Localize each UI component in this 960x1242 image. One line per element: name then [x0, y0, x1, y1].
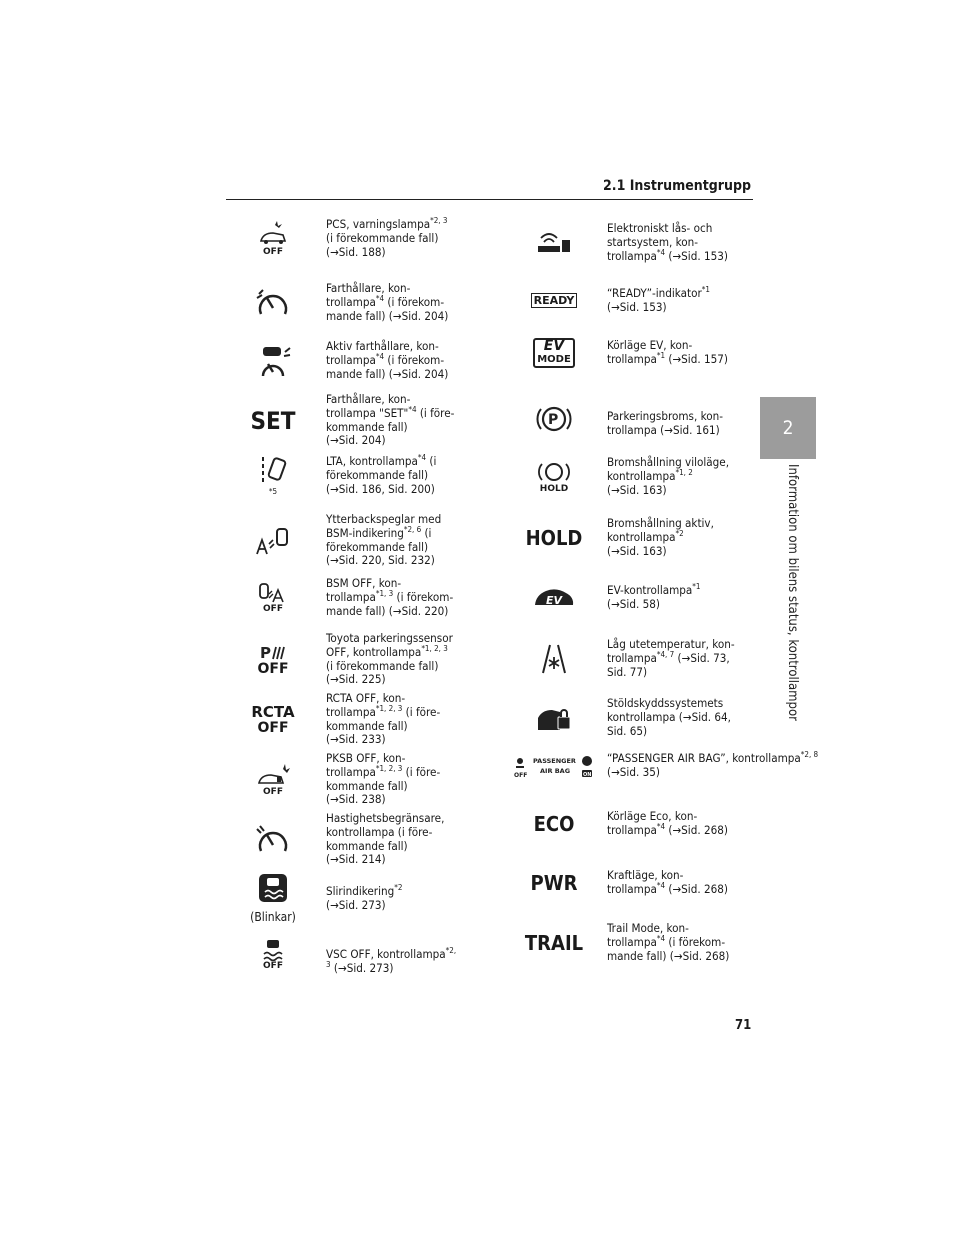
- item-text: Trail Mode, kon- trollampa$^{*4}$ (i förekom- mande fall) (→Sid. 268): [607, 921, 730, 963]
- pcs-warning-icon: [238, 221, 308, 257]
- bsm-mirror-icon: [238, 526, 308, 556]
- pwr-icon: PWR: [530, 870, 578, 895]
- svg-text:EV: EV: [546, 593, 563, 607]
- list-item: [519, 517, 714, 558]
- bsm-off-icon: OFF: [238, 582, 308, 614]
- pksb-off-icon: OFF: [238, 763, 308, 797]
- cruise-control-icon: [238, 288, 308, 318]
- chapter-title: Information om bilens status, kontrollampor: [785, 464, 800, 721]
- svg-text:OFF: OFF: [514, 771, 528, 779]
- item-text: Ytterbackspeglar med BSM-indikering$^{*2, 6}$ (i förekommande fall) (→Sid. 220, Sid. 232): [326, 512, 442, 568]
- speed-limiter-icon: [238, 825, 308, 855]
- list-item: [238, 218, 447, 259]
- item-text: Körläge Eco, kon- trollampa$^{*4}$ (→Sid. 268): [607, 809, 728, 837]
- item-text: Körläge EV, kon- trollampa$^{*1}$ (→Sid. 157): [607, 338, 728, 366]
- item-text: LTA, kontrollampa$^{*4}$ (i förekommande fall) (→Sid. 186, Sid. 200): [326, 453, 437, 496]
- low-temp-icon: [519, 643, 589, 675]
- list-item: [519, 287, 710, 315]
- list-item: [238, 812, 444, 867]
- list-item: [238, 577, 453, 618]
- svg-text:AIR BAG: AIR BAG: [540, 766, 571, 775]
- blink-note: (Blinkar): [250, 910, 296, 924]
- list-item: [519, 338, 728, 368]
- item-text: Bromshållning aktiv, kontrollampa$^{*2}$ (→Sid. 163): [607, 516, 714, 558]
- svg-text:PASSENGER: PASSENGER: [533, 756, 576, 765]
- list-item: [238, 455, 436, 496]
- item-text: Slirindikering$^{*2}$ (→Sid. 273): [326, 883, 403, 912]
- brake-hold-active-icon: HOLD: [525, 525, 583, 550]
- footnote-ref: *5: [268, 487, 278, 497]
- parking-sensor-off-icon: P OFF: [257, 643, 289, 677]
- list-item: [238, 282, 448, 323]
- list-item: [238, 752, 440, 807]
- item-text: “PASSENGER AIR BAG”, kontrollampa$^{*2, 8}$ (→Sid. 35): [607, 750, 819, 779]
- list-item: [512, 752, 818, 780]
- svg-text:P: P: [548, 411, 559, 428]
- list-item: [519, 584, 700, 612]
- list-item: [238, 874, 402, 924]
- rcta-off-icon: RCTA OFF: [251, 702, 295, 736]
- item-text: PKSB OFF, kon- trollampa$^{*1, 2, 3}$ (i före- kommande fall) (→Sid. 238): [326, 751, 441, 807]
- item-text: EV-kontrollampa$^{*1}$ (→Sid. 58): [607, 582, 701, 611]
- list-item: [519, 638, 735, 679]
- ev-indicator-icon: [519, 585, 589, 611]
- eco-icon: ECO: [533, 811, 575, 836]
- item-text: Låg utetemperatur, kon- trollampa$^{*4, 7}$ (→Sid. 73, Sid. 77): [607, 637, 735, 679]
- trail-icon: TRAIL: [524, 930, 584, 955]
- slip-indicator-icon: [238, 874, 308, 924]
- list-item: [519, 456, 729, 497]
- item-text: Bromshållning viloläge, kontrollampa$^{*1, 2}$ (→Sid. 163): [607, 455, 730, 497]
- item-text: PCS, varningslampa$^{*2, 3}$ (i förekommande fall) (→Sid. 188): [326, 216, 448, 259]
- section-title: 2.1 Instrumentgrupp: [603, 178, 751, 194]
- list-item: [519, 810, 728, 838]
- list-item: [519, 697, 731, 738]
- item-text: VSC OFF, kontrollampa$^{*2,}$ $^3$ (→Sid. 273): [326, 946, 457, 975]
- svg-text:P: P: [260, 643, 271, 661]
- smart-key-icon: [519, 230, 589, 256]
- list-item: [519, 400, 723, 438]
- item-text: “READY”-indikator$^{*1}$ (→Sid. 153): [607, 285, 710, 314]
- brake-hold-standby-icon: HOLD: [519, 460, 589, 494]
- icon-off-text: OFF: [263, 246, 283, 257]
- passenger-airbag-icon: [512, 753, 596, 779]
- item-text: Elektroniskt lås- och startsystem, kon- trollampa$^{*4}$ (→Sid. 153): [607, 221, 728, 263]
- security-icon: [519, 704, 589, 732]
- item-text: Aktiv farthållare, kon- trollampa$^{*4}$ (i förekom- mande fall) (→Sid. 204): [326, 339, 449, 381]
- lta-icon: [238, 455, 308, 496]
- item-text: BSM OFF, kon- trollampa$^{*1, 3}$ (i förekom- mande fall) (→Sid. 220): [326, 576, 454, 618]
- item-text: Farthållare, kon- trollampa$^{*4}$ (i förekom- mande fall) (→Sid. 204): [326, 281, 449, 323]
- svg-text:ON: ON: [583, 771, 592, 778]
- parking-brake-icon: [519, 403, 589, 435]
- list-item: [238, 340, 448, 381]
- chapter-tab: 2: [760, 397, 816, 459]
- list-item: [519, 222, 728, 263]
- ev-mode-icon: EV MODE: [519, 338, 589, 368]
- list-item: [519, 869, 728, 897]
- ready-icon: READY: [519, 293, 589, 308]
- active-cruise-icon: [238, 344, 308, 378]
- list-item: [238, 692, 440, 747]
- list-item: [238, 934, 456, 976]
- list-item: [238, 632, 453, 687]
- header-rule: [226, 199, 753, 200]
- item-text: Parkeringsbroms, kon- trollampa (→Sid. 161): [607, 409, 723, 437]
- list-item: [238, 393, 454, 448]
- item-text: RCTA OFF, kon- trollampa$^{*1, 2, 3}$ (i före- kommande fall) (→Sid. 233): [326, 691, 441, 747]
- item-text: Kraftläge, kon- trollampa$^{*4}$ (→Sid. 268): [607, 868, 728, 896]
- vsc-off-icon: OFF: [238, 939, 308, 971]
- item-text: Hastighetsbegränsare, kontrollampa (i före- kommande fall) (→Sid. 214): [326, 811, 445, 867]
- item-text: Toyota parkeringssensor OFF, kontrollampa$^{*1, 2, 3}$ (i förekommande fall) (→Sid. 225): [326, 631, 453, 687]
- page-number: 71: [735, 1018, 752, 1033]
- list-item: [519, 922, 729, 963]
- list-item: [238, 513, 441, 568]
- set-icon: SET: [250, 406, 296, 435]
- item-text: Farthållare, kon- trollampa "SET"$^{*4}$ (i före- kommande fall) (→Sid. 204): [326, 392, 455, 448]
- item-text: Stöldskyddssystemets kontrollampa (→Sid. 64, Sid. 65): [607, 696, 731, 738]
